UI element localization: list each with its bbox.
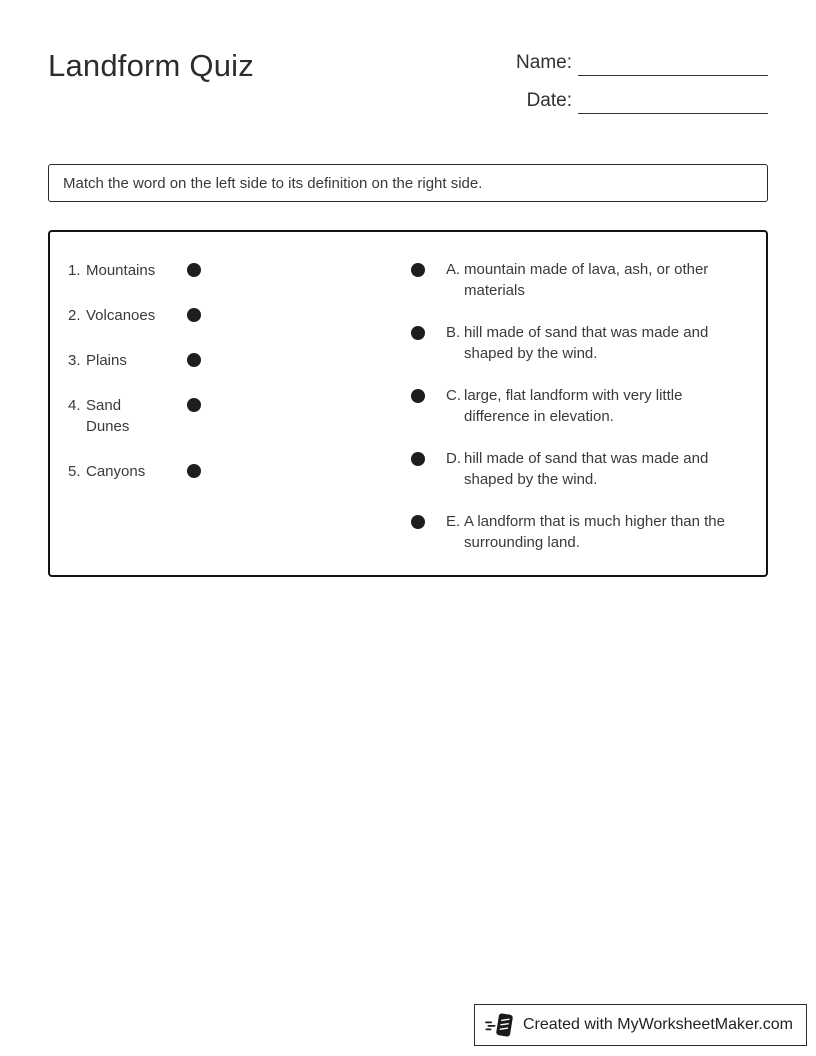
definition-letter: C. xyxy=(446,387,461,404)
instructions-text: Match the word on the left side to its definition on the right side. xyxy=(63,174,483,192)
date-input-line[interactable] xyxy=(578,88,768,114)
name-label: Name: xyxy=(516,52,572,73)
definition-item xyxy=(411,512,766,553)
definition-list xyxy=(411,260,766,575)
word-item xyxy=(68,395,201,437)
definition-match-dot[interactable] xyxy=(411,389,425,403)
definition-item xyxy=(411,449,766,490)
definition-text: hill made of sand that was made and shaped by the wind. xyxy=(464,450,709,488)
definition-match-dot[interactable] xyxy=(411,452,425,466)
word-match-dot[interactable] xyxy=(187,398,201,412)
instructions-box xyxy=(48,164,768,202)
definition-item xyxy=(411,386,766,427)
definition-match-dot[interactable] xyxy=(411,515,425,529)
word-label: Mountains xyxy=(86,262,156,279)
definition-text: hill made of sand that was made and shaped by the wind. xyxy=(464,324,709,362)
word-item xyxy=(68,305,201,326)
word-item xyxy=(68,461,201,482)
word-number: 4. xyxy=(68,397,81,414)
credit-badge[interactable] xyxy=(474,1004,807,1046)
definition-letter: E. xyxy=(446,513,461,530)
definition-letter: D. xyxy=(446,450,461,467)
header-fields xyxy=(468,46,768,122)
credit-text: Created with MyWorksheetMaker.com xyxy=(522,1016,793,1033)
definition-match-dot[interactable] xyxy=(411,326,425,340)
word-item xyxy=(68,350,201,371)
word-label: Plains xyxy=(86,352,127,369)
word-label: Sand Dunes xyxy=(86,397,130,435)
word-label: Canyons xyxy=(86,463,146,480)
definition-text: large, flat landform with very little difference in elevation. xyxy=(464,387,683,425)
word-item xyxy=(68,260,201,281)
definition-text: mountain made of lava, ash, or other materials xyxy=(464,261,709,299)
word-match-dot[interactable] xyxy=(187,263,201,277)
name-input-line[interactable] xyxy=(578,50,768,76)
word-number: 1. xyxy=(68,262,81,279)
date-label: Date: xyxy=(526,90,572,111)
definition-item xyxy=(411,323,766,364)
date-field-row xyxy=(468,84,768,114)
page-title: Landform Quiz xyxy=(48,48,254,83)
word-number: 5. xyxy=(68,463,81,480)
word-match-dot[interactable] xyxy=(187,353,201,367)
word-match-dot[interactable] xyxy=(187,308,201,322)
word-list xyxy=(68,260,411,575)
worksheet-maker-logo-icon xyxy=(485,1011,515,1039)
definition-letter: A. xyxy=(446,261,461,278)
word-match-dot[interactable] xyxy=(187,464,201,478)
definition-item xyxy=(411,260,766,301)
word-label: Volcanoes xyxy=(86,307,156,324)
word-number: 2. xyxy=(68,307,81,324)
name-field-row xyxy=(468,46,768,76)
definition-match-dot[interactable] xyxy=(411,263,425,277)
matching-box xyxy=(48,230,768,577)
definition-letter: B. xyxy=(446,324,461,341)
definition-text: A landform that is much higher than the surrounding land. xyxy=(464,513,725,551)
word-number: 3. xyxy=(68,352,81,369)
